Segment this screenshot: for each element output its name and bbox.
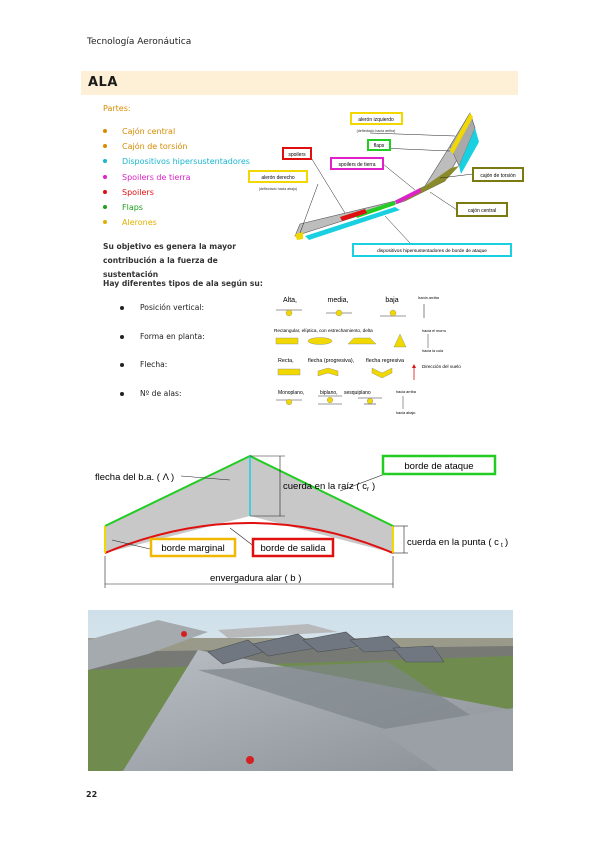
type-caption: Alta, — [282, 297, 298, 304]
geometry-label: flecha del b.a. ( Λ ) — [95, 472, 175, 483]
types-list — [120, 303, 205, 417]
bullet-icon — [103, 144, 107, 148]
wing-parts-diagram — [245, 106, 525, 264]
list-item — [120, 360, 205, 389]
type-caption: flecha regresiva — [366, 358, 405, 364]
type-caption: biplano, — [320, 390, 338, 396]
type-caption: media, — [327, 297, 349, 304]
parts-list — [103, 126, 250, 232]
bullet-icon — [120, 335, 124, 339]
callout-label: cajón central — [467, 208, 497, 214]
type-label: Forma en planta: — [140, 331, 205, 341]
part-label: Spoilers de tierra — [122, 172, 191, 182]
part-label: Dispositivos hipersustentadores — [122, 157, 250, 167]
list-item — [103, 156, 250, 171]
callout-label: dispositivos hipersustentadores de borde de ataque — [377, 249, 487, 254]
bullet-icon — [120, 392, 124, 396]
type-note: Dirección del vuelo — [422, 364, 461, 369]
type-note: hacia arriba — [396, 390, 416, 394]
bullet-icon — [103, 159, 107, 163]
callout-label: cajón de torsión — [480, 173, 516, 179]
type-caption: Recta, — [278, 358, 294, 364]
geometry-subscript: r — [367, 486, 370, 493]
list-item — [103, 141, 250, 156]
type-label: Nº de alas: — [140, 388, 182, 398]
part-label: Alerones — [122, 218, 157, 228]
type-note: hacia la cola — [422, 349, 444, 353]
callout-label: spoilers — [288, 152, 306, 158]
list-item — [103, 202, 250, 217]
geometry-label: cuerda en la raíz ( c — [283, 481, 367, 492]
bullet-icon — [120, 363, 124, 367]
svg-text:): ) — [505, 537, 509, 548]
callout-label: spoilers de tierra — [338, 162, 376, 168]
bullet-icon — [103, 220, 107, 224]
type-note: hacia arriba — [418, 295, 439, 300]
list-item — [103, 172, 250, 187]
geometry-subscript: t — [501, 542, 503, 549]
part-label: Spoilers — [122, 187, 154, 197]
part-label: Cajón de torsión — [122, 142, 188, 152]
geometry-label: envergadura alar ( b ) — [210, 573, 302, 584]
bullet-icon — [120, 306, 124, 310]
type-label: Flecha: — [140, 360, 168, 369]
list-item — [103, 187, 250, 202]
bullet-icon — [103, 205, 107, 209]
list-item — [120, 389, 205, 418]
types-intro: Hay diferentes tipos de ala según su: — [103, 279, 263, 288]
type-caption: sesquiplano — [344, 390, 371, 396]
bullet-icon — [103, 175, 107, 179]
part-label: Cajón central — [122, 127, 176, 136]
type-note: hacia el morro — [422, 329, 447, 333]
list-item — [103, 217, 250, 232]
geometry-label: borde marginal — [161, 543, 225, 554]
type-caption: Monoplano, — [278, 390, 305, 396]
list-item — [103, 126, 250, 141]
bullet-icon — [103, 190, 107, 194]
section-header-bar — [81, 71, 518, 95]
type-caption: flecha (progresiva), — [308, 358, 355, 364]
part-label: Flaps — [122, 202, 143, 212]
section-title: ALA — [88, 75, 118, 90]
wing-types-diagram — [272, 290, 461, 420]
type-label: Posición vertical: — [140, 303, 205, 312]
geometry-label: borde de salida — [260, 543, 326, 554]
purpose-paragraph: Su objetivo es genera la mayor contribución a la fuerza de sustentación — [103, 242, 237, 279]
wing-geometry-diagram — [90, 448, 510, 590]
geometry-label: borde de ataque — [404, 461, 474, 472]
callout-label: flaps — [373, 143, 385, 149]
type-caption: baja — [385, 297, 399, 304]
page-number: 22 — [86, 790, 98, 799]
callout-sublabel: (deflectado hacia abajo) — [258, 187, 298, 191]
wing-spoilers-photo — [88, 610, 513, 771]
type-caption: Rectangular, elíptica, con estrechamiento, delta — [274, 328, 373, 333]
callout-label: alerón izquierdo — [358, 117, 394, 123]
list-item — [120, 303, 205, 332]
callout-label: alerón derecho — [261, 175, 295, 181]
type-note: hacia abajo — [396, 411, 416, 415]
callout-sublabel: (deflectado hacia arriba) — [356, 129, 396, 133]
geometry-label: cuerda en la punta ( c — [407, 537, 499, 548]
parts-label: Partes: — [103, 104, 131, 113]
svg-text:): ) — [372, 481, 376, 492]
list-item — [120, 332, 205, 361]
running-header: Tecnología Aeronáutica — [87, 37, 192, 47]
bullet-icon — [103, 129, 107, 133]
